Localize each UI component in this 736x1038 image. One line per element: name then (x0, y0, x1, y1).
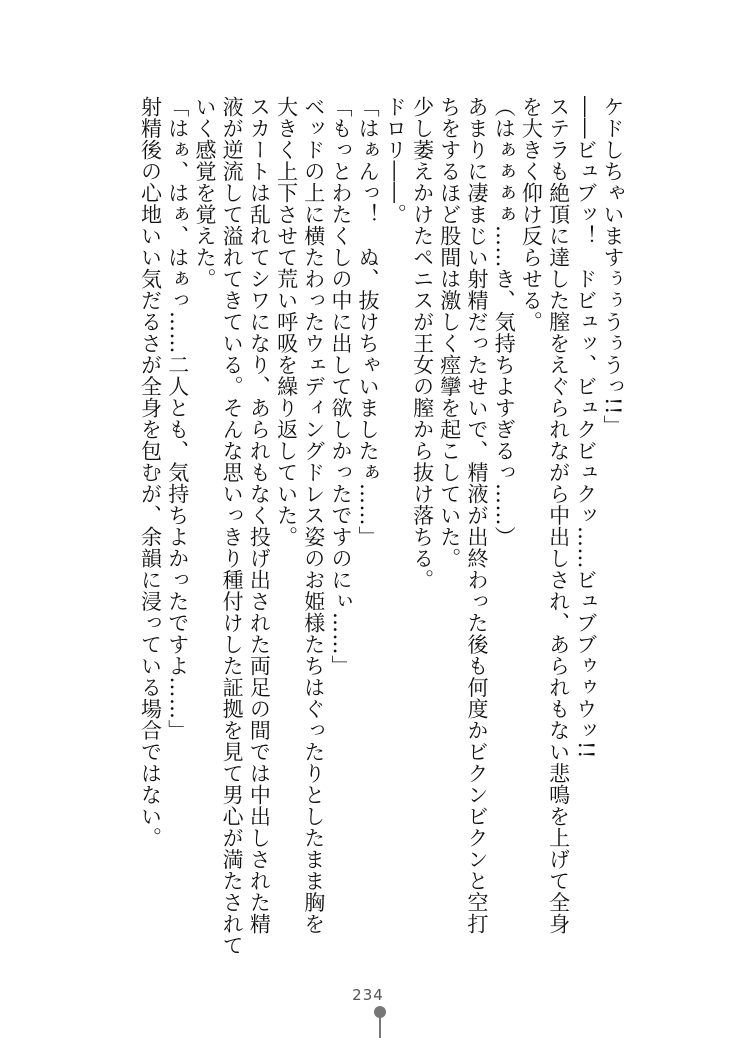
text-line-1: ケドしちゃいますぅぅうぅうっ!!」 (601, 96, 625, 437)
text-line-17: 「はぁ、はぁ、はぁっ……二人とも、気持ちよかったですよ……」 (165, 96, 190, 741)
text-line-7: ちをするほど股間は激しく痙攣を起こしていた。 (437, 96, 462, 569)
text-line-3: ステラも絶頂に達した膣をえぐられながら中出しされ、あられもない悲鳴を上げて全身 (546, 96, 571, 935)
text-line-9: ドロリ――。 (383, 96, 408, 225)
text-line-4: を大きく仰け反らせる。 (519, 96, 544, 333)
text-line-11: 「もっとわたくしの中に出して欲しかったですのにぃ……」 (328, 96, 353, 677)
text-line-6: あまりに凄まじい射精だったせいで、精液が出終わった後も何度かビクンビクンと空打 (464, 96, 489, 935)
text-line-13: 大きく上下させて荒い呼吸を繰り返していた。 (274, 96, 299, 548)
text-line-14: スカートは乱れてシワになり、あられもなく投げ出された両足の間では中出しされた精 (247, 96, 272, 935)
text-line-2: ――ビュブッ！ ドビュッ、ビュクビュクッ……ビュブブゥゥウッ!! (573, 96, 598, 759)
text-line-15: 液が逆流して溢れてきている。そんな思いっきり種付けした証拠を見て男心が満たされて (220, 96, 245, 956)
text-line-10: 「はぁんっ！ ぬ、抜けちゃいましたぁ……」 (356, 96, 381, 548)
text-line-18: 射精後の心地いい気だるさが全身を包むが、余韻に浸っている場合ではない。 (138, 96, 163, 849)
page-marker-stem (379, 1017, 381, 1038)
page-number: 234 (352, 986, 384, 1004)
text-line-12: ベッドの上に横たわったウェディングドレス姿のお姫様たちはぐったりとしたまま胸を (301, 96, 326, 935)
text-line-16: いく感覚を覚えた。 (192, 96, 217, 290)
text-line-8: 少し萎えかけたペニスが王女の膣から抜け落ちる。 (410, 96, 435, 591)
page-marker-pin-icon (374, 1006, 386, 1038)
body-text (136, 96, 626, 956)
text-line-5: （はぁぁぁぁ……き、気持ちよすぎるっ……） (492, 96, 517, 548)
